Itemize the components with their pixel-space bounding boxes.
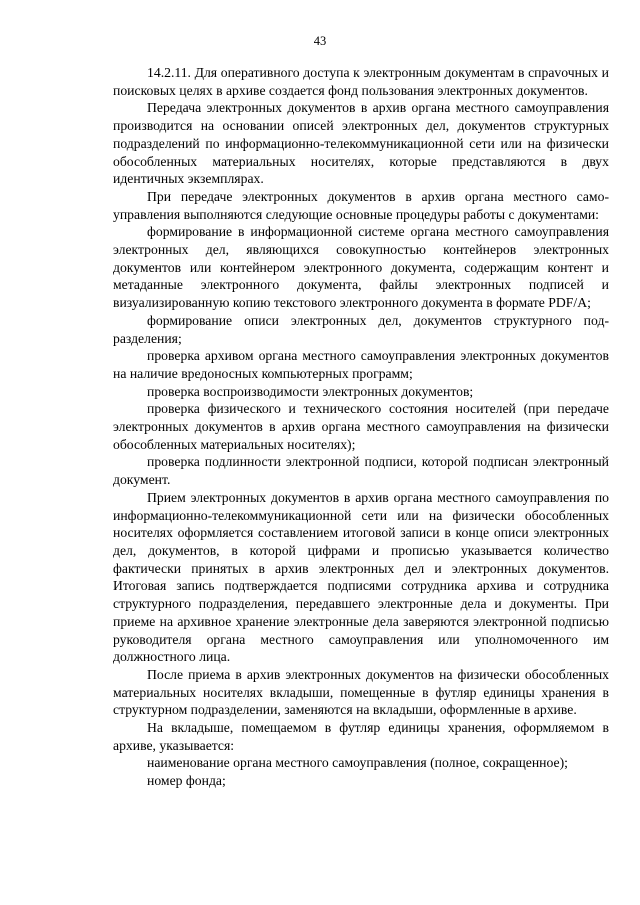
paragraph-inserts-replacement: После приема в архив электронных документов на физически обособленных материальных носителях вкладыши, помещенные в футляр единицы хранения в структурном подразделении, заменяются на вкладыши, оформленные в архиве. xyxy=(113,666,609,718)
list-item: формирование описи электронных дел, документов структурного подразделения; xyxy=(113,312,609,346)
paragraph-insert-contents-intro: На вкладыше, помещаемом в футляр единицы хранения, оформляемом в архиве, указывается: xyxy=(113,720,609,753)
list-item: проверка подлинности электронной подписи, которой подписан электронный документ. xyxy=(113,454,609,488)
list-item: номер фонда; xyxy=(147,773,226,789)
list-item: проверка воспроизводимости электронных документов; xyxy=(147,383,474,399)
list-item: проверка физического и технического состояния носителей (при передаче электронных документов в архив органа местного самоуправления на физически обособленных материальных носителях); xyxy=(113,401,609,452)
paragraph-transfer-basis: Передача электронных документов в архив органа местного самоуправления производится на основании описей электронных дел, документов структурных подразделений по информационно-телекоммуникационной сети или на физически обособленных материальных носителях, которые представляются в двух идентичных экземплярах. xyxy=(113,100,609,187)
paragraph-procedures-intro: При передаче электронных документов в архив органа местного самоуправления выполняются следующие основные процедуры работы с документами: xyxy=(113,188,609,222)
paragraph-access-fund: 14.2.11. Для оперативного доступа к электронным документам в спраvочных и поисковых целях в архиве создается фонд пользования электронных документов. xyxy=(113,65,609,98)
paragraph-acceptance-record: Прием электронных документов в архив органа местного самоуправления по информационно-телекоммуникационной сети или на физически обособленных носителях оформляется составлением итоговой записи в конце описи электронных дел, документов, в которой цифрами и прописью указывается количество фактически принятых в архив электронных дел и электронных документов. Итоговая запись подтверждается подписями сотрудника архива и сотрудника структурного подразделения, передавшего электронные дела и документы. При приеме на архивное хранение электронные дела заверяются электронной подписью руководителя органа местного самоуправления или уполномоченного им должностного лица. xyxy=(113,489,609,665)
page-number: 43 xyxy=(313,34,327,48)
list-item: наименование органа местного самоуправления (полное, сокращенное); xyxy=(147,755,568,771)
list-item: формирование в информационной системе органа местного самоуправления электронных дел, являющихся совокупностью контейнеров электронных документов или контейнером электронного документа, содержащим контент и метаданные электронного документа, файлы электронных подписей и визуализированную копию текстового электронного документа в формате PDF/A; xyxy=(113,224,609,311)
list-item: проверка архивом органа местного самоуправления электронных документов на наличие вредоносных компьютерных программ; xyxy=(113,348,609,381)
document-body xyxy=(113,64,609,790)
